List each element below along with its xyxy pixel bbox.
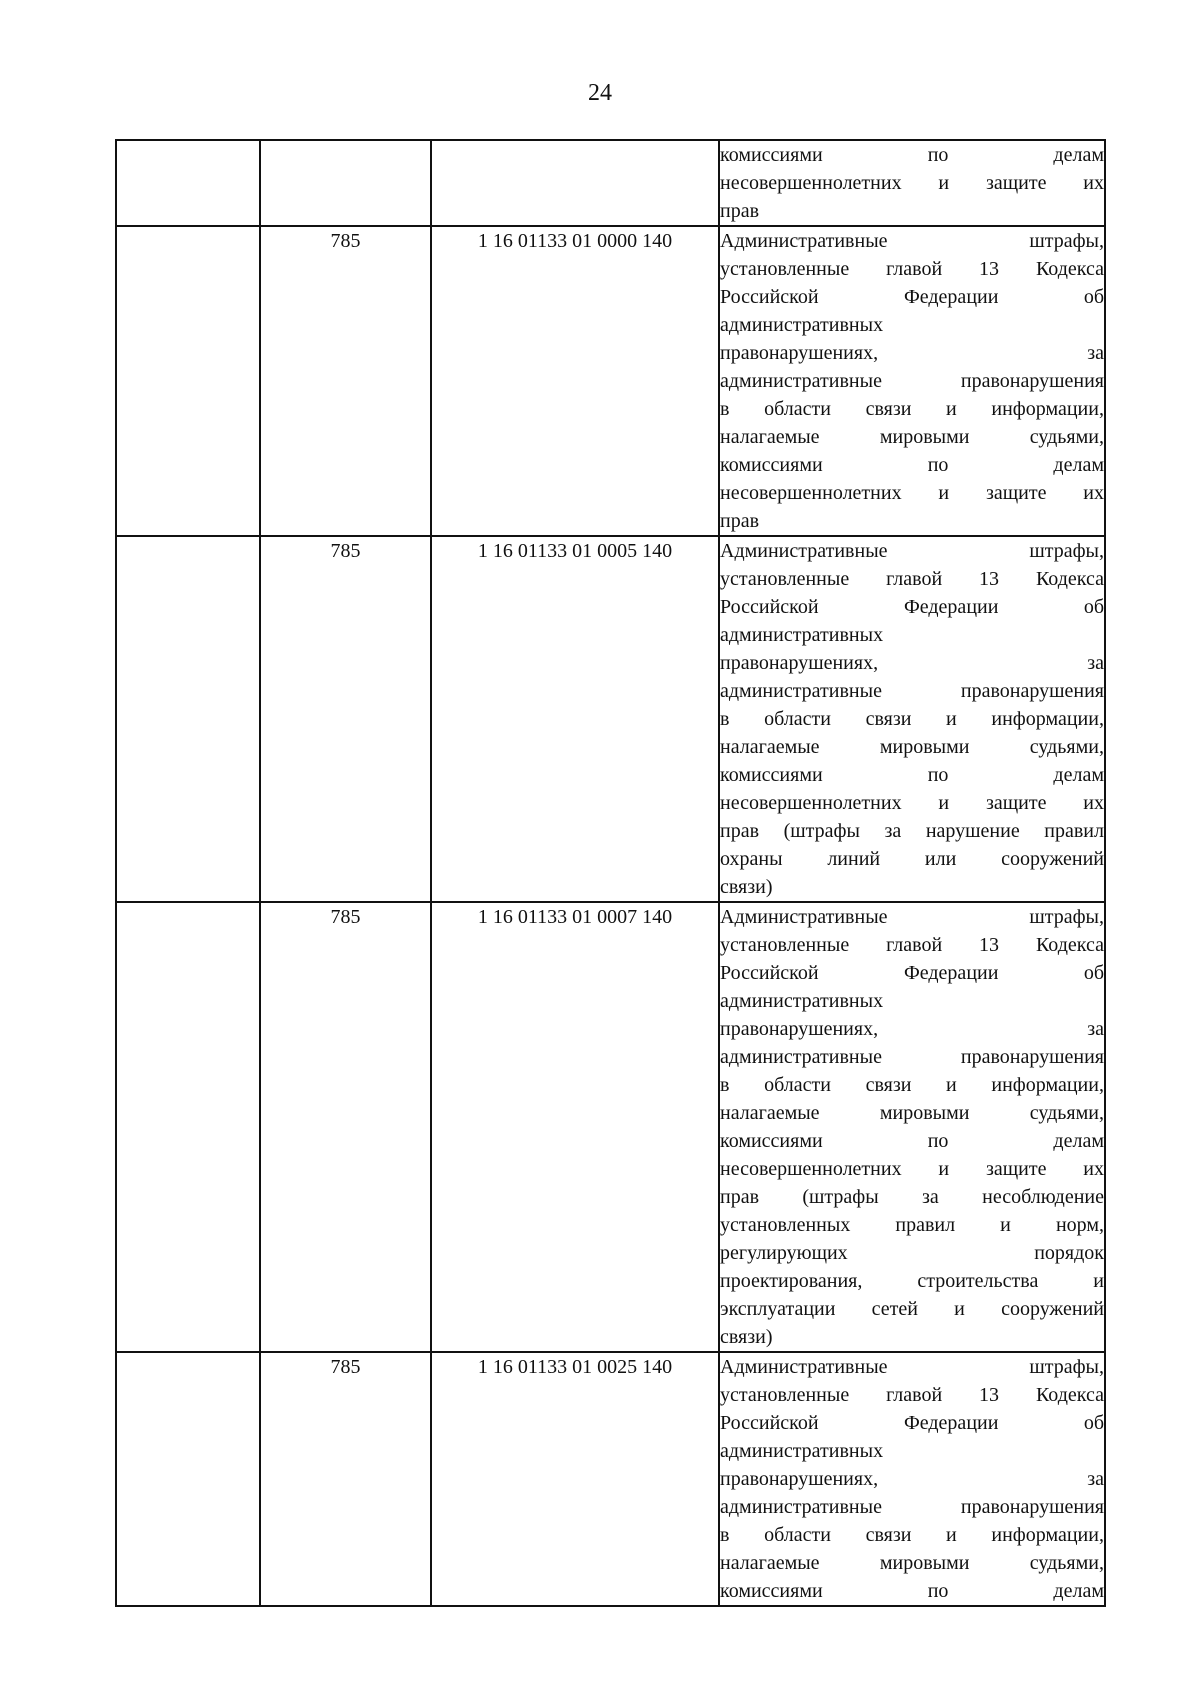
description-line: налагаемые мировыми судьями, [720, 426, 1104, 448]
description-line: эксплуатации сетей и сооружений [720, 1298, 1104, 1320]
description-line: комиссиями по делам [720, 454, 1104, 476]
description-line: правонарушениях, за [720, 652, 1104, 674]
description-cell [719, 1352, 1105, 1606]
description-line: в области связи и информации, [720, 398, 1104, 420]
description-line: прав (штрафы за несоблюдение [720, 1186, 1104, 1208]
description-line: регулирующих порядок [720, 1242, 1104, 1264]
admin-code-cell: 785 [260, 536, 431, 902]
description-line: прав [720, 510, 760, 532]
admin-code-cell [260, 140, 431, 226]
admin-code-cell: 785 [260, 1352, 431, 1606]
description-line: несовершеннолетних и защите их [720, 172, 1104, 194]
description-line: Российской Федерации об [720, 1412, 1104, 1434]
description-line: комиссиями по делам [720, 764, 1104, 786]
description-line: установленные главой 13 Кодекса [720, 1384, 1104, 1406]
budget-classification-code-cell: 1 16 01133 01 0007 140 [431, 902, 719, 1352]
admin-code-cell: 785 [260, 902, 431, 1352]
description-line: административных [720, 990, 884, 1012]
description-line: Административные штрафы, [720, 906, 1104, 928]
description-line: комиссиями по делам [720, 1130, 1104, 1152]
description-cell [719, 902, 1105, 1352]
description-line: Административные штрафы, [720, 230, 1104, 252]
description-line: административных [720, 624, 884, 646]
description-line: установленных правил и норм, [720, 1214, 1104, 1236]
description-line: правонарушениях, за [720, 1018, 1104, 1040]
description-line: установленные главой 13 Кодекса [720, 258, 1104, 280]
description-line: связи) [720, 1326, 773, 1348]
blank-cell [116, 226, 260, 536]
description-line: Российской Федерации об [720, 962, 1104, 984]
description-cell [719, 226, 1105, 536]
table-body [116, 140, 1105, 1606]
description-line: прав [720, 200, 760, 222]
description-line: установленные главой 13 Кодекса [720, 568, 1104, 590]
description-line: административных [720, 1440, 884, 1462]
description-line: комиссиями по делам [720, 144, 1104, 166]
description-line: Российской Федерации об [720, 286, 1104, 308]
description-line: Российской Федерации об [720, 596, 1104, 618]
description-line: охраны линий или сооружений [720, 848, 1104, 870]
description-line: связи) [720, 876, 773, 898]
blank-cell [116, 536, 260, 902]
page-number: 24 [588, 80, 612, 106]
description-line: правонарушениях, за [720, 342, 1104, 364]
blank-cell [116, 1352, 260, 1606]
description-line: административные правонарушения [720, 370, 1104, 392]
description-line: налагаемые мировыми судьями, [720, 1552, 1104, 1574]
table-row [116, 536, 1105, 902]
description-line: налагаемые мировыми судьями, [720, 736, 1104, 758]
blank-cell [116, 902, 260, 1352]
description-line: несовершеннолетних и защите их [720, 1158, 1104, 1180]
description-line: несовершеннолетних и защите их [720, 482, 1104, 504]
description-line: проектирования, строительства и [720, 1270, 1104, 1292]
table-row [116, 902, 1105, 1352]
description-line: административные правонарушения [720, 1046, 1104, 1068]
description-line: комиссиями по делам [720, 1580, 1104, 1602]
admin-code-cell: 785 [260, 226, 431, 536]
description-line: несовершеннолетних и защите их [720, 792, 1104, 814]
description-line: административные правонарушения [720, 1496, 1104, 1518]
budget-classification-code-cell: 1 16 01133 01 0005 140 [431, 536, 719, 902]
description-line: в области связи и информации, [720, 1524, 1104, 1546]
description-line: в области связи и информации, [720, 1074, 1104, 1096]
blank-cell [116, 140, 260, 226]
table-row [116, 226, 1105, 536]
description-cell [719, 536, 1105, 902]
description-line: административных [720, 314, 884, 336]
budget-classification-code-cell [431, 140, 719, 226]
description-line: административные правонарушения [720, 680, 1104, 702]
description-line: прав (штрафы за нарушение правил [720, 820, 1104, 842]
revenue-codes-table [115, 139, 1106, 1607]
description-line: Административные штрафы, [720, 540, 1104, 562]
budget-classification-code-cell: 1 16 01133 01 0000 140 [431, 226, 719, 536]
description-line: в области связи и информации, [720, 708, 1104, 730]
description-cell [719, 140, 1105, 226]
description-line: Административные штрафы, [720, 1356, 1104, 1378]
description-line: установленные главой 13 Кодекса [720, 934, 1104, 956]
budget-classification-code-cell: 1 16 01133 01 0025 140 [431, 1352, 719, 1606]
description-line: налагаемые мировыми судьями, [720, 1102, 1104, 1124]
description-line: правонарушениях, за [720, 1468, 1104, 1490]
table-row [116, 1352, 1105, 1606]
table-row [116, 140, 1105, 226]
